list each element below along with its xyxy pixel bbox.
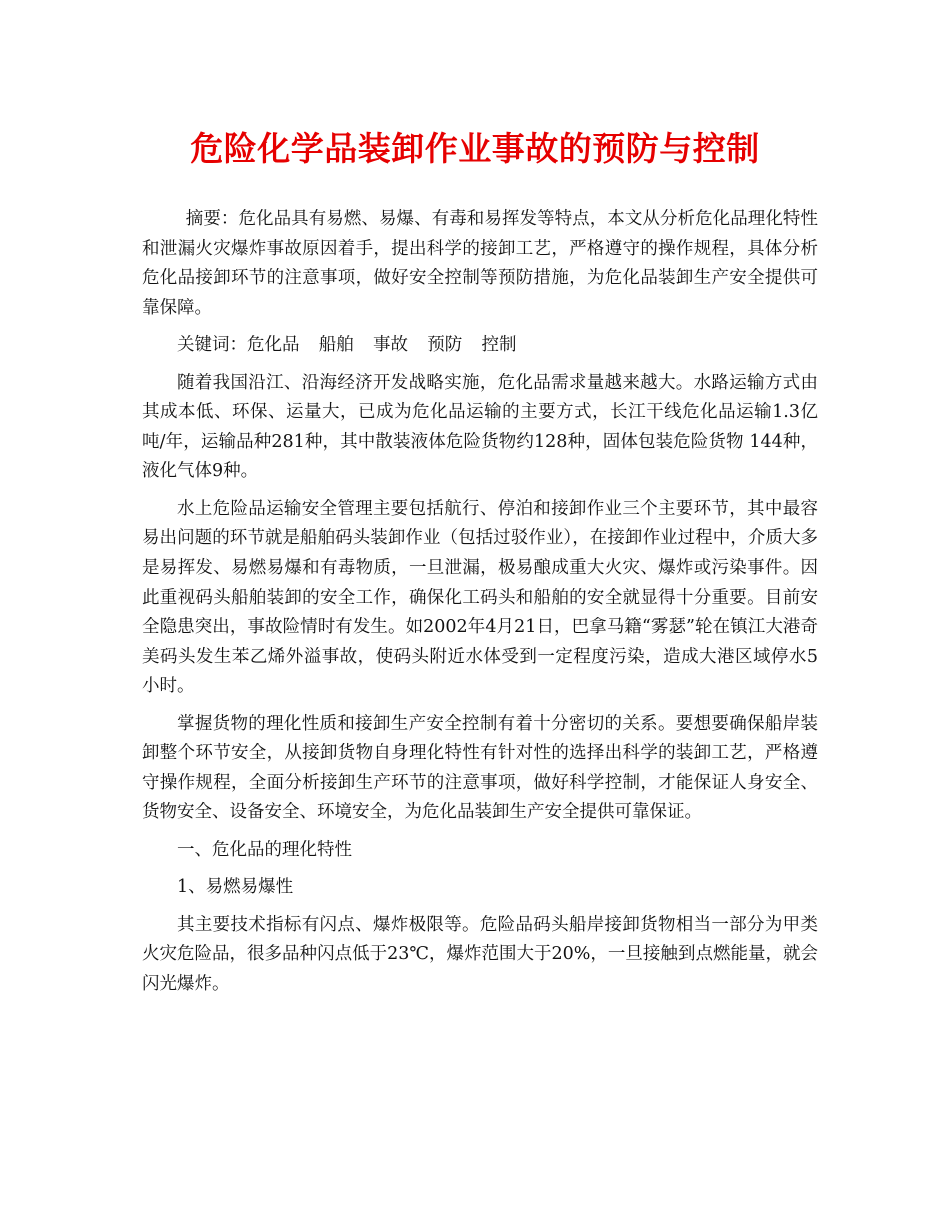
abstract-paragraph: 摘要：危化品具有易燃、易爆、有毒和易挥发等特点，本文从分析危化品理化特性和泄漏火灾爆炸事故原因着手，提出科学的接卸工艺，严格遵守的操作规程，具体分析危化品接卸环节的注意事项，做好安全控制等预防措施，为危化品装卸生产安全提供可靠保障。	[142, 209, 818, 318]
keywords-line	[142, 331, 818, 361]
keyword-term: 事故	[373, 335, 408, 356]
body-paragraph-safety-management: 水上危险品运输安全管理主要包括航行、停泊和接卸作业三个主要环节，其中最容易出问题的环节就是船舶码头装卸作业（包括过驳作业），在接卸作业过程中，介质大多是易挥发、易燃易爆和有毒物质，一旦泄漏，极易酿成重大火灾、爆炸或污染事件。因此重视码头船舶装卸的安全工作，确保化工码头和船舶的安全就显得十分重要。目前安全隐患突出，事故险情时有发生。如2002年4月21日，巴拿马籍“雾瑟”轮在镇江大港奇美码头发生苯乙烯外溢事故，使码头附近水体受到一定程度污染，造成大港区域停水5小时。	[142, 498, 818, 697]
section-heading: 一、危化品的理化特性	[177, 839, 352, 860]
document-body	[142, 205, 818, 1007]
keyword-term: 控制	[481, 335, 517, 356]
body-paragraph-flammability: 其主要技术指标有闪点、爆炸极限等。危险品码头船岸接卸货物相当一部分为甲类火灾危险品，很多品种闪点低于23℃，爆炸范围大于20%，一旦接触到点燃能量，就会闪光爆炸。	[142, 914, 818, 994]
body-paragraph-transport: 随着我国沿江、沿海经济开发战略实施，危化品需求量越来越大。水路运输方式由其成本低、环保、运量大，已成为危化品运输的主要方式，长江干线危化品运输1.3亿吨/年，运输品种281种，其中散装液体危险货物约128种，固体包装危险货物 144种，液化气体9种。	[142, 372, 818, 482]
document-title: 危险化学品装卸作业事故的预防与控制	[190, 129, 760, 168]
subsection-heading: 1、易燃易爆性	[177, 877, 294, 898]
keyword-term: 预防	[427, 335, 463, 356]
body-paragraph-cargo-properties: 掌握货物的理化性质和接卸生产安全控制有着十分密切的关系。要想要确保船岸装卸整个环节安全，从接卸货物自身理化特性有针对性的选择出科学的装卸工艺，严格遵守操作规程，全面分析接卸生产环节的注意事项，做好科学控制，才能保证人身安全、货物安全、设备安全、环境安全，为危化品装卸生产安全提供可靠保证。	[142, 713, 818, 823]
keyword-term: 船舶	[318, 335, 354, 356]
keyword-term: 危化品	[247, 335, 300, 356]
keywords-label: 关键词：	[177, 335, 247, 356]
